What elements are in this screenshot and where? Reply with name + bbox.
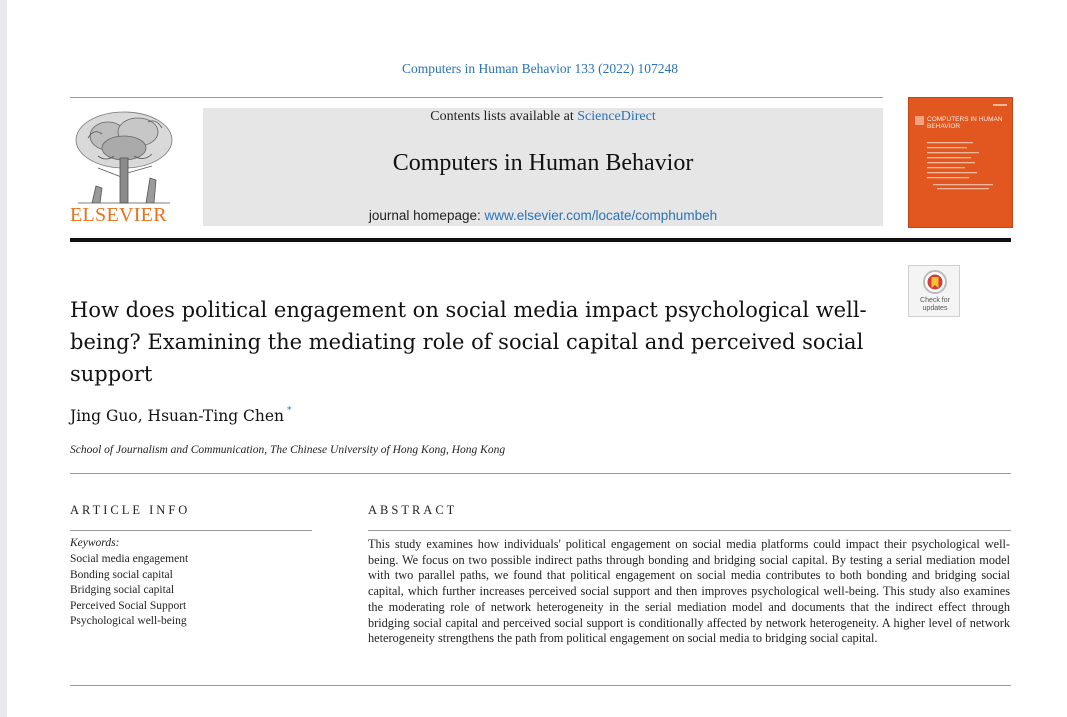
crossmark-icon — [922, 269, 948, 297]
journal-cover-image — [908, 97, 1013, 228]
cover-title: COMPUTERS IN HUMAN BEHAVIOR — [927, 116, 1003, 130]
elsevier-tree-logo — [68, 108, 180, 204]
abstract-text: This study examines how individuals' political engagement on social media platforms could impact their psychological well-being. We focus on two possible indirect paths through bonding and bridging social capital. By testing a serial mediation model with two parallel paths, we found that political engagement on social media contributes to both bonding and bridging social capital, which further increases perceived social support and then improves psychological well-being. This study also examines the moderating role of network heterogeneity in the serial mediation model and documents that the indirect effect through bridging social capital and perceived social support is conditionally affected by network heterogeneity. A higher level of network heterogeneity strengthens the path from political engagement on social media to bridging social capital. — [368, 537, 1010, 646]
divider — [70, 685, 1011, 686]
authors — [70, 406, 292, 425]
crossmark-line1: Check for — [920, 297, 950, 304]
crossmark-label — [909, 297, 961, 312]
sciencedirect-link[interactable]: ScienceDirect — [577, 109, 656, 124]
crossmark-line2: updates — [922, 304, 948, 312]
header-rule — [70, 238, 1011, 242]
contents-prefix: Contents lists available at — [430, 109, 578, 124]
keywords-list — [70, 552, 188, 630]
keyword-item: Bridging social capital — [70, 584, 175, 596]
keyword-item: Psychological well-being — [70, 615, 187, 627]
keywords-label: Keywords: — [70, 537, 120, 549]
homepage-prefix: journal homepage: — [368, 208, 485, 223]
keyword-item: Bonding social capital — [70, 568, 173, 581]
contents-line — [203, 109, 883, 125]
page-edge — [0, 0, 7, 717]
check-for-updates-button[interactable] — [908, 265, 960, 317]
elsevier-wordmark: ELSEVIER — [70, 204, 167, 226]
divider — [70, 97, 883, 98]
affiliation: School of Journalism and Communication, The Chinese University of Hong Kong, Hong Kong — [70, 444, 506, 456]
homepage-link[interactable]: www.elsevier.com/locate/comphumbeh — [484, 208, 718, 223]
journal-citation[interactable]: Computers in Human Behavior 133 (2022) 107248 — [402, 61, 678, 76]
author-names: Jing Guo, Hsuan-Ting Chen — [70, 407, 285, 425]
divider — [70, 473, 1011, 474]
keyword-item: Social media engagement — [70, 553, 189, 565]
abstract-heading: ABSTRACT — [368, 503, 458, 517]
corresponding-author-marker[interactable]: * — [287, 406, 292, 416]
article-title: How does political engagement on social media impact psychological well-being? Examining the mediating role of social capital and perceived social support — [70, 298, 867, 386]
keyword-item: Perceived Social Support — [70, 599, 187, 612]
article-info-heading: ARTICLE INFO — [70, 503, 191, 517]
divider — [368, 530, 1011, 531]
journal-title: Computers in Human Behavior — [392, 150, 694, 176]
divider — [70, 530, 312, 531]
homepage-line — [203, 208, 883, 223]
